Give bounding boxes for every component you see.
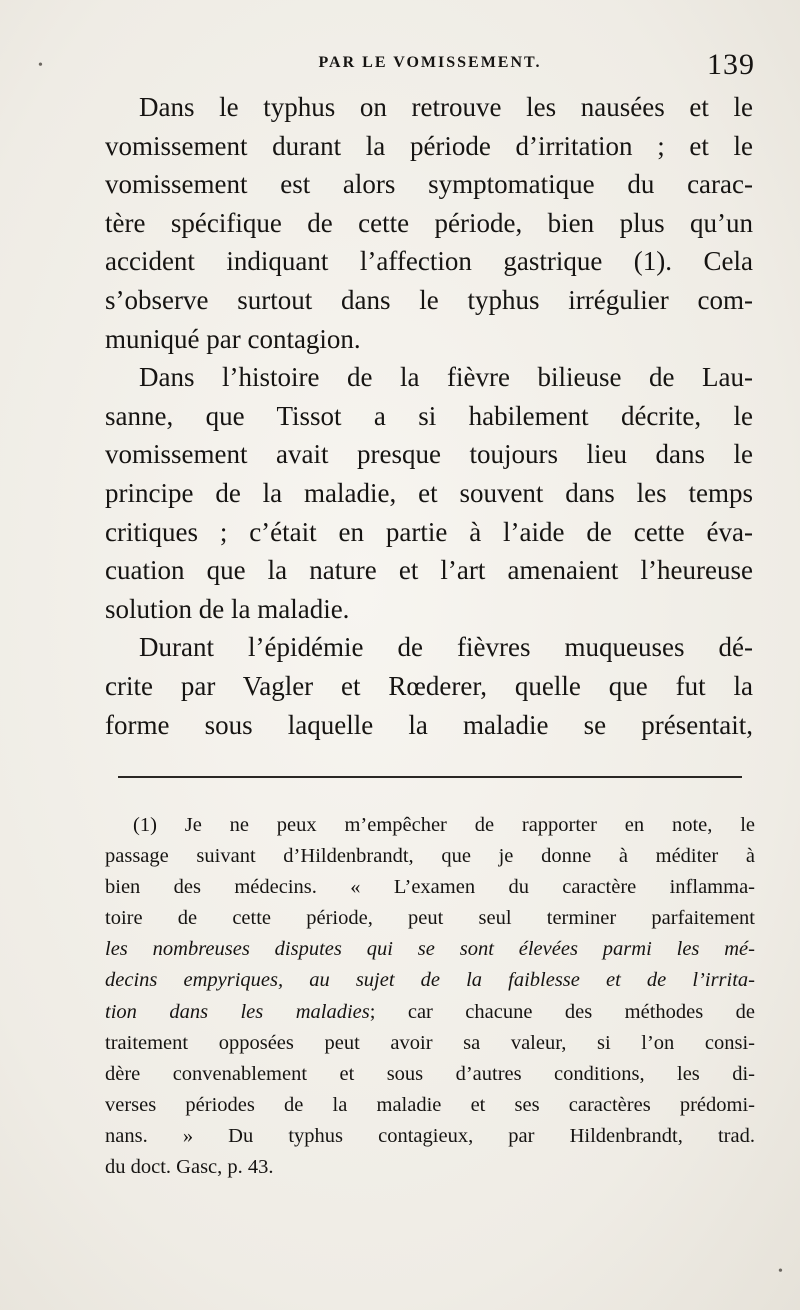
text-line: forme sous laquelle la maladie se présentait, — [105, 709, 753, 740]
text-line: solution de la maladie. — [105, 593, 350, 624]
text-line: Durant l’épidémie de fièvres muqueuses dé- — [139, 632, 753, 663]
text-line: muniqué par contagion. — [105, 323, 361, 354]
footnote-rule — [118, 776, 742, 778]
footnote-line — [105, 934, 755, 965]
main-text — [105, 88, 753, 744]
text-line: cuation que la nature et l’art amenaient l’heureuse — [105, 555, 753, 586]
page-number: 139 — [707, 48, 755, 81]
footnote-italic-text: decins empyriques, au sujet de la faiblesse et de l’irrita- — [105, 969, 755, 992]
footnote-line — [105, 965, 755, 996]
footnote-line: toire de cette période, peut seul terminer parfaitement — [105, 907, 755, 930]
footnote-line: du doct. Gasc, p. 43. — [105, 1156, 274, 1179]
text-line: Dans l’histoire de la fièvre bilieuse de Lau- — [139, 362, 753, 393]
margin-speck: • — [778, 1264, 783, 1279]
footnote-line — [105, 997, 755, 1028]
running-head: PAR LE VOMISSEMENT. — [318, 54, 542, 71]
footnote — [105, 810, 755, 1183]
footnote-roman-text: ; car chacune des méthodes de — [369, 1000, 755, 1023]
footnote-line: bien des médecins. « L’examen du caractère inflamma- — [105, 876, 755, 899]
text-line: accident indiquant l’affection gastrique (1). Cela — [105, 246, 753, 277]
footnote-italic-text: les nombreuses disputes qui se sont élevées parmi les mé- — [105, 938, 755, 961]
footnote-line: passage suivant d’Hildenbrandt, que je donne à méditer à — [105, 845, 755, 868]
text-line: principe de la maladie, et souvent dans les temps — [105, 477, 753, 508]
text-line: critiques ; c’était en partie à l’aide de cette éva- — [105, 516, 753, 547]
footnote-italic-text: tion dans les maladies — [105, 1000, 370, 1023]
margin-speck: • — [38, 58, 43, 73]
footnote-line: nans. » Du typhus contagieux, par Hildenbrandt, trad. — [105, 1124, 755, 1147]
page-header — [105, 48, 755, 88]
text-line: crite par Vagler et Rœderer, quelle que fut la — [105, 670, 753, 701]
footnote-line: dère convenablement et sous d’autres conditions, les di- — [105, 1062, 755, 1085]
text-line: tère spécifique de cette période, bien plus qu’un — [105, 207, 753, 238]
text-line: vomissement avait presque toujours lieu dans le — [105, 439, 753, 470]
text-line: vomissement est alors symptomatique du carac- — [105, 169, 753, 200]
footnote-line: verses périodes de la maladie et ses caractères prédomi- — [105, 1093, 755, 1116]
footnote-line: traitement opposées peut avoir sa valeur, si l’on consi- — [105, 1031, 755, 1054]
text-line: vomissement durant la période d’irritation ; et le — [105, 130, 753, 161]
text-line: Dans le typhus on retrouve les nausées et le — [139, 92, 753, 122]
text-line: sanne, que Tissot a si habilement décrite, le — [105, 400, 753, 431]
footnote-line: (1) Je ne peux m’empêcher de rapporter en note, le — [133, 814, 755, 836]
text-line: s’observe surtout dans le typhus irrégulier com- — [105, 284, 753, 315]
